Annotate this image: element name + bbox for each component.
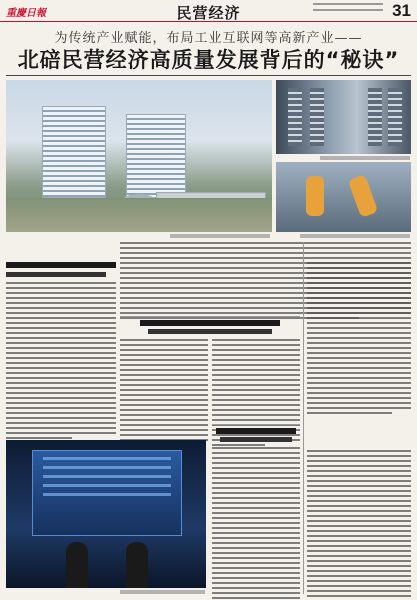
masthead bbox=[0, 0, 417, 22]
section-heading-3 bbox=[216, 428, 296, 434]
robot-arm-photo bbox=[276, 162, 411, 232]
industrial-park-photo bbox=[6, 80, 272, 232]
display-panel bbox=[32, 450, 182, 536]
page-number: 31 bbox=[392, 1, 411, 20]
office-tower-left bbox=[42, 106, 106, 198]
photo-caption bbox=[170, 234, 270, 238]
main-headline: 北碚民营经济高质量发展背后的“秘诀” bbox=[17, 48, 400, 72]
visitor-figure bbox=[66, 542, 88, 588]
section-subheading-2 bbox=[148, 329, 272, 334]
headline-deck: 为传统产业赋能，布局工业互联网等高新产业—— bbox=[54, 31, 363, 46]
ground-area bbox=[6, 198, 272, 232]
section-heading-1 bbox=[6, 262, 116, 268]
column-4-body bbox=[307, 262, 411, 417]
section-subheading-1 bbox=[6, 272, 106, 277]
section-subheading-3 bbox=[220, 437, 292, 442]
section-title: 民营经济 bbox=[176, 4, 241, 22]
office-tower-right bbox=[126, 114, 186, 198]
production-line-photo bbox=[276, 80, 411, 154]
industrial-internet-screen-photo bbox=[6, 440, 206, 588]
headline-rule bbox=[6, 75, 411, 76]
photo-caption bbox=[120, 590, 205, 594]
photo-caption bbox=[320, 156, 410, 160]
column-2-body bbox=[120, 339, 208, 449]
newspaper-logo: 重慶日報 bbox=[6, 8, 46, 19]
column-5-body bbox=[212, 447, 300, 600]
photo-caption bbox=[300, 234, 410, 238]
issue-meta bbox=[313, 3, 383, 19]
column-6-body bbox=[307, 450, 411, 600]
visitor-figure bbox=[126, 542, 148, 588]
column-1-body bbox=[6, 282, 116, 442]
section-heading-2 bbox=[140, 320, 280, 326]
